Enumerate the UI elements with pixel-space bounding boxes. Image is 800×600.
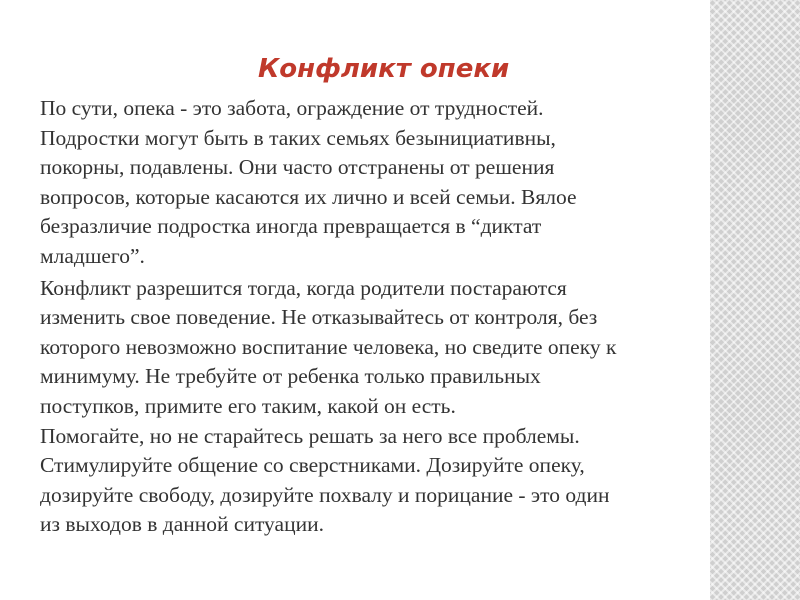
text-line: покорны, подавлены. Они часто отстранены от решения	[40, 155, 555, 180]
text-line: которого невозможно воспитание человека, но сведите опеку к	[40, 334, 617, 359]
text-line: Подростки могут быть в таких семьях безынициативны,	[40, 125, 556, 150]
text-line: изменить свое поведение. Не отказывайтесь от контроля, без	[40, 305, 598, 330]
text-line: Конфликт разрешится тогда, когда родители постараются	[40, 275, 567, 300]
text-line: Помогайте, но не старайтесь решать за него все проблемы.	[40, 423, 580, 448]
text-line: младшего”.	[40, 243, 145, 268]
text-line: из выходов в данной ситуации.	[40, 512, 324, 537]
paragraph-1	[40, 94, 730, 272]
slide-body	[40, 94, 730, 540]
slide-title: Конфликт опеки	[258, 54, 510, 84]
text-line: По сути, опека - это забота, ограждение от трудностей.	[40, 96, 544, 120]
text-line: Стимулируйте общение со сверстниками. Дозируйте опеку,	[40, 453, 585, 478]
text-line: минимуму. Не требуйте от ребенка только правильных	[40, 364, 541, 389]
paragraph-2	[40, 274, 730, 540]
text-line: безразличие подростка иногда превращается в “диктат	[40, 214, 542, 239]
text-line: вопросов, которые касаются их лично и всей семьи. Вялое	[40, 184, 577, 209]
text-line: поступков, примите его таким, какой он есть.	[40, 393, 456, 418]
text-line: дозируйте свободу, дозируйте похвалу и порицание - это один	[40, 482, 610, 507]
